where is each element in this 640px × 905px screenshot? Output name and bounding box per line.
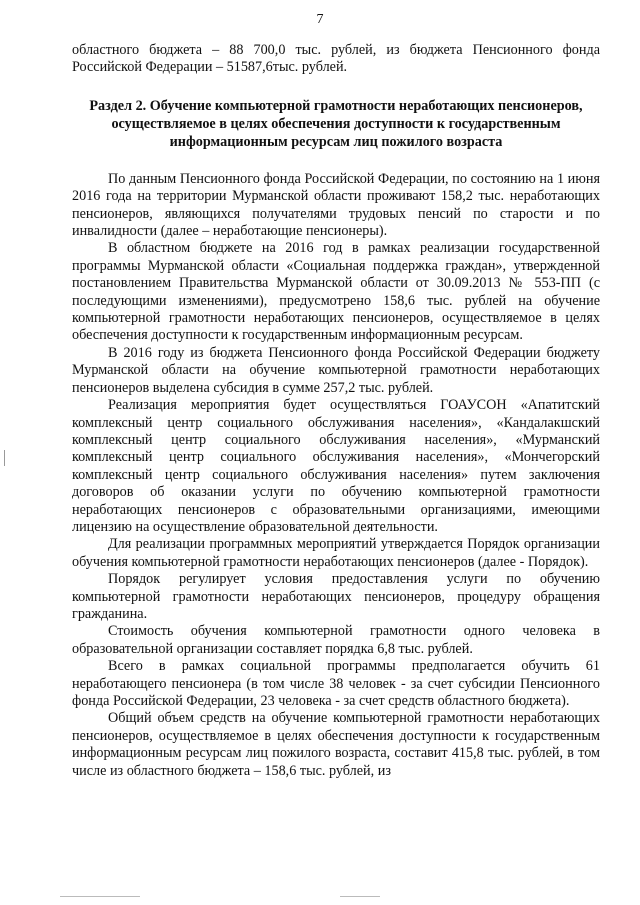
continued-paragraph: областного бюджета – 88 700,0 тыс. рублей, из бюджета Пенсионного фонда Российской Федерации – 51587,6тыс. рублей. xyxy=(72,42,600,76)
document-body xyxy=(72,42,600,780)
page-number: 7 xyxy=(316,12,324,27)
paragraph-implementation: Реализация мероприятия будет осуществляться ГОАУСОН «Апатитский комплексный центр социального обслуживания населения», «Кандалакшский комплексный центр социального обслуживания населения», «Мурманский комплексный центр социального обслуживания населения», «Мончегорский комплексный центр социального обслуживания населения» путем заключения договоров об оказании услуги по обучению компьютерной грамотности неработающих пенсионеров с образовательными организациями, имеющими лицензию на осуществление образовательной деятельности. xyxy=(72,397,600,535)
paragraph-pension-stats: По данным Пенсионного фонда Российской Федерации, по состоянию на 1 июня 2016 года на территории Мурманской области проживают 158,2 тыс. неработающих пенсионеров, являющихся получателями трудовых пенсий по старости и по инвалидности (далее – неработающие пенсионеры). xyxy=(72,170,600,240)
margin-mark xyxy=(4,450,7,466)
paragraph-regional-budget: В областном бюджете на 2016 год в рамках реализации государственной программы Мурманской области «Социальная поддержка граждан», утвержденной постановлением Правительства Мурманской области от 30.09.2013 № 553-ПП (с последующими изменениями), предусмотрено 158,6 тыс. рублей на обучение компьютерной грамотности неработающих пенсионеров, осуществляемое в целях обеспечения доступности к государственным информационным ресурсам. xyxy=(72,240,600,344)
section-heading: Раздел 2. Обучение компьютерной грамотности неработающих пенсионеров, осуществляемое в целях обеспечения доступности к государственным информационным ресурсам лиц пожилого возраста xyxy=(89,97,583,150)
paragraph-total-funding: Общий объем средств на обучение компьютерной грамотности неработающих пенсионеров, осуществляемое в целях обеспечения доступности к государственным информационным ресурсам лиц пожилого возраста, составит 415,8 тыс. рублей, в том числе из областного бюджета – 158,6 тыс. рублей, из xyxy=(72,710,600,779)
footer-rule-left xyxy=(60,896,140,897)
footer-rule-right xyxy=(340,896,380,897)
paragraph-subsidy: В 2016 году из бюджета Пенсионного фонда Российской Федерации бюджету Мурманской области на обучение компьютерной грамотности неработающих пенсионеров выделена субсидия в сумме 257,2 тыс. рублей. xyxy=(72,344,600,396)
paragraph-procedure-scope: Порядок регулирует условия предоставления услуги по обучению компьютерной грамотности неработающих пенсионеров, процедуру обращения гражданина. xyxy=(72,571,600,622)
paragraph-cost: Стоимость обучения компьютерной грамотности одного человека в образовательной организации составляет порядка 6,8 тыс. рублей. xyxy=(72,623,600,657)
paragraph-total-trainees: Всего в рамках социальной программы предполагается обучить 61 неработающего пенсионера (в том числе 38 человек - за счет субсидии Пенсионного фонда Российской Федерации, 23 человека - за счет средств областного бюджета). xyxy=(72,658,600,709)
paragraph-procedure-approval: Для реализации программных мероприятий утверждается Порядок организации обучения компьютерной грамотности неработающих пенсионеров (далее - Порядок). xyxy=(72,536,600,570)
